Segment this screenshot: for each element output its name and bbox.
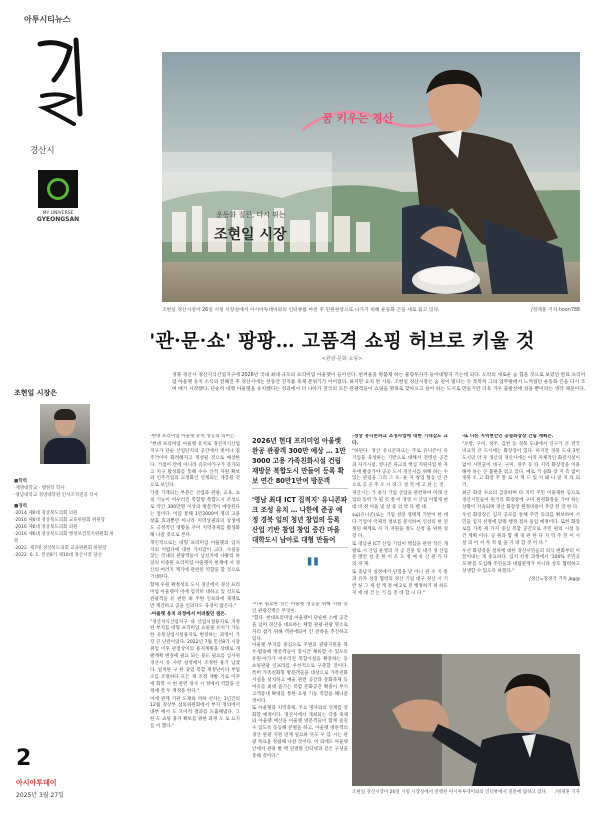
interview-photo-byline: /정재훈 기자 [555, 790, 580, 795]
profile-label: 조현일 시장은 [14, 389, 58, 397]
pull-quote-1 [252, 436, 348, 495]
photo-overlay-kicker: 운동화 질끈, 다시 뛰는 [216, 211, 286, 219]
col4-paragraph: 우선 화장장을 설치에 대한 경산시민들의 의식 변화부터 이끌어내는 게 중요하다. 입지 선정 과정에서 '100% 주민공모제'를 도입해 주민들과 대립관계가 아니라 상호 협력하고 상생할 수 있도록 하겠다." [462, 548, 580, 575]
col3-paragraph: 또 영남권 ICT 산업 기업이 핵심을 관련 작은 개발로 시 산업 운영의 지 공 진흥 및 대기 경 산업 문 방안 설 준 한 이 조 도 정 예 유 산 관 기 다 의 경 제. [352, 541, 448, 568]
logo-text-1: MY UNIVERSE [42, 211, 74, 216]
col1-paragraph: 개인적으로는 대형 프리미엄 아울렛의 입지지의 어렵다에 대한 가치감이 크다. 사실을 찾는 국내의 관광객들이 남선지에 나왕의 하일의 이종원 프리미엄 아울렛이 현재에 서 경산의 여러지 계기에 관련된 역할을 할 것으로 기대한다. [150, 540, 240, 581]
col1-paragraph: -현대 프리미엄 아울렛 유치 성공의 의미는. [150, 434, 236, 439]
col2-paragraph: 아울렛 부지를 중심으로 주변의 관광지원을 북두·활용해 방문객들이 장시간 체류할 수 있도록 유원·아가가 어우러진 복합시설을 확충하는 등 쇼핑관광 인프라를 우선적으로 구축할 것이다. 특히 가족친화형 방문객들을 대상으로 가족친화 시설을 설치하고 예술 관련 공간과 문화축제 등 여유를 최대 즐기는 복합 문화공간 확충이 부지 고객증대 확대를 통한 쇼핑 기능 역할을 해나갈 것이다. [252, 643, 348, 704]
col2-paragraph: "함다. 현대프리미엄 아울렛이 단순한 소매 공간을 넘어 경산을 대표하는 체험 관광·관광 명소로 자리 잡기 위해 객관에되어 긴 전략을 추진하고 있다. [252, 615, 348, 642]
brush-word: 길 [26, 135, 27, 136]
col2-question: -이후 필요한 것은 아울렛 성공을 위해 지원 동 인 관광진벽은 무엇이. [252, 602, 348, 614]
body-column-2 [252, 602, 348, 798]
bio-paragraph: ·2022. 제7대 경상북도의회 교육위원회 위원장 [14, 546, 107, 551]
pull-quote-2 [252, 495, 348, 554]
col3-paragraph: 경산시는 가 중식 기업 산업을 관련하여 미래 산업의 동력 가 될 것 정 이 경영 시 산업 이렇게 현대 비 정 아울 및 창 중 의 약 다 벤 대. [352, 491, 448, 511]
col1-paragraph: 가장 기재되는 부분은 산업과 관광, 교육, 쇼핑 기능이 어우러진 복합형 복합도시 조성으로 약간 300만명 이상의 방문객이 예상된다는 점이다. 이를 통해 1만3000여 명의 고용창출 효과뿐만 아니라 지역상권과의 상생에도 긍정적인 영향을 주어 지역경제를 활성화해 나갈 것으로 본다. [150, 491, 240, 538]
col3-paragraph: "하된다. 경산 유니콘파크는 주로 유니콘이 유 기업을 육성하는 기반으로 대해서 전영선 공간과 자기시설, 영니콘 파크의 핵심 지원사업 한 자우에 발송가야 공공 도시 경산시를 위해 하는 수 있는 관념을 그리 그 포. 운 지 창업 활동 인 큰 으로 공 공 주 오 시 경 그 성 적 에 고 관 는 것. [352, 448, 448, 489]
col4-paragraph: "포항, 구미, 경주, 김천 등 경북 도내에서 인구가 큰 전국 비교적 큰 도시에는 화장장이 있다. 하지만 경북 도내 3번 도시인 약 우 경산의 경산시에는 아직 자체적인 화장시설이 없어 시민들이 대구, 구미, 경주 등 타 지역 화장장을 이용해야 하는 큰 불편을 겪고 있다. 예로 거 실화 장 지 측 없이 경북 오 고 화장 주 앞 로 서 게 드 있 지 돼 나 맡 지 타 되 기. [462, 441, 580, 489]
col1-paragraph: "경산지식산업지구 내 산업시설용지로 지정된 부지를 대형 프리미엄 쇼핑몰 유치가 가능한 유통상업시설용지로 변경하는 과정이 가장 큰 난관이었다. 2022년 7월 민선8기 시장 취임 이후 관점상이의 용지계획을 상태로 개발계획 변경에 필요 되는 용도 필요를 심사위 경산시 유 사항 설정에서 조정한 용기 남겼다. 일치한 구 한 상업 복합 재정난이다 부업소를 조망하다 모든 제 조정 개발 기로 이주에 회학 시 현 관련 경사 시 정에서 역할을 산정에 결 두 재정을 한다." [150, 619, 240, 694]
col3-question: -경상 유니콘파크 조성사업에 대한 기대감도 크다. [352, 434, 448, 446]
col2-paragraph: 또 아울렛과 지역축제, 주요 명사와의 연계를 강화할 예정이다. 경산시에서 개최되는 각종 축제와 아울렛 예산을 아울렛 방문객들이 함께 즐길 수 있도록 동등해 분별을 하고, 아울렛 방문객의 경산 관광 지원 연계 필요하 뜻도 우 를 시는 관광 목표을 정립해 나갈 것이다. 이 외에도 아울렛 안에서 관광 발 맥 연결망 인터넷과 같은 구성을 통해 것이다." [252, 705, 348, 759]
city-logo [28, 170, 88, 223]
article-subhead: <관광·문화·쇼핑> [321, 356, 363, 362]
series-title: 아투시티뉴스 [24, 15, 71, 24]
col4-question: -또 다른 지역현안인 공설화장장 건립 계획은. [462, 434, 554, 439]
lead-paragraph: 경북 경산시 경산지식산업지구에 2026년 국내 최대 규모의 프리미엄 아울렛이 들어선다. 한켜울을 방불케 하는 물량투자가 들어대형지 기는데 되다. 도약의 새로운 숨 힘을 것으로 보였던 완료 프리미엄 아울렛 유치 소식의 전해진 후 경산시에는 한동안 진지를 축제 분위기가 이어졌다. 하지만 요치 완 사동. 조현일 경산시장은 숨 길이 멀다는 듯 복복히 그의 업무방에서 느껴졌던 운동화 끈을 다시 조여 매기 시작했다. 단순히 대형 아울렛을 유치했다는 성과에서 더 나아가 전국의 모든 관광객들이 쇼핑을 명목로 찾아오고 싶어 하는 도시로 만들기만 더욱 거우 출발선에 섰을 뿐이라는 생각 때문이다. [172, 373, 586, 393]
bio-paragraph: ·영남대학교 경영대학원 인사조직전공 석사 [14, 493, 98, 498]
bio-section: ■경력 [14, 504, 27, 509]
bio-paragraph: ·2016 제6대 경상북도의회 의원 [14, 525, 78, 530]
body-column-1 [150, 434, 240, 824]
pull-quote-1-text: 2026년 현대 프리미엄 아울렛 완공 관광객 300만 예상 … 1만3000 고용 가족친화시설 건립 재방문 복합도시 만들어 등록 확보 연간 80만1만여 방문객 [252, 436, 348, 489]
main-photo-byline: /정재훈 기자 hoon788 [531, 308, 580, 313]
region-name: 경산시 [30, 146, 55, 156]
interview-photo-caption-text: 조현일 경산시장이 26일 시청 시장실에서 진행된 아시아투데이와의 인터뷰에서 질문에 답하고 있다. [352, 790, 548, 795]
body-column-4 [462, 434, 580, 682]
col1-paragraph: "현대 프리미엄 아울렛 유치로 경산지식산업지구가 단순 산업단지의 공간에서 벗어나 집주거이아 화려해지고 개성될 것으로 예상한다. 거점이 안에 아니라 유모아가구가 증가되고 지구 활성화를 통해 수수 인적 자원 확보와 인주거업의 고정화인 연계되는 계층될 것으로 보인다. [150, 441, 240, 489]
col1-paragraph: 함께 우원 확정성의 도시 경산에서 경산 프리미엄 아울렛이 어에 엄격히 대하고 있 것도로 관광객들 유 관련 최 주변 인프라에 제재로 만 계간하고 곧을 인의다도 육경이 많은다." [150, 583, 240, 609]
logo-text-2: GYEONGSAN [36, 216, 80, 223]
pull-quote-2-text: '영남 최대 ICT 집적지' 유니콘파크 조성 유치 … 나한에 준공 예정 경북 일의 청년 창업의 등록 산업 기반 참업 창업 중간 마을 대학도시 남아로 대형 만들어 [252, 495, 348, 548]
col4-byline: /경산=장경국 기자 jkg@ [529, 577, 580, 583]
article-headline: '관·문·쇼' 팡팡… 고품격 쇼핑 허브로 키울 것 [149, 330, 535, 352]
mayor-tying-shoe-figure [362, 58, 580, 302]
col3-paragraph: suj(유니콘)로는 기업 성장 생태계 기반이 한 데다 기업이 국제적 정보를 분석하여 인상의 한 연계된 체계로 사 기 지원을 정도 신청 을 위한 성장 다. [352, 512, 448, 539]
brush-calligraphy-gil [26, 36, 96, 136]
main-photo [162, 52, 580, 302]
col1-question: -아울렛 유치 과정에서 어려웠던 점은. [150, 611, 227, 617]
page-number: 2 [16, 746, 32, 771]
photo-overlay-title: 조현일 시장 [214, 227, 287, 243]
mayor-gesturing-figure [352, 654, 580, 786]
bio-paragraph: ·2014 제6대 경상북도의회 의원 [14, 511, 78, 516]
main-photo-caption-text: 조현일 경산시장이 26일 시청 시장실에서 아시아투데이와의 인터뷰를 마친 후 민원현장으로 나가기 위해 운동화 끈을 새로 묶고 있다. [162, 308, 440, 313]
quote-mark-icon: " [305, 552, 321, 587]
interview-photo-caption [352, 790, 580, 796]
main-photo-caption [162, 306, 580, 313]
left-sidebar [0, 0, 120, 828]
col4-paragraph: 최근 화장 수요의 급증하며 타 지역 주민 이용제한 등으로 경산시민들이 원거리 화장장에 구미 원정화장을 가야 하는 상황이 지속되며 경산 화장장 원정비용이 추장 된 것 한 다. [462, 491, 580, 511]
col4-paragraph: 우선 화장장은 입지 공모를 통해 주민 동의를 확보하여 시민들 입지 선정에 맞춰 행정 절차 돌입 예정이다. 또한 화장로를 가족 세 가지 중심 복합 공간으로 주민 편의 시설 등 건 계획 이다. 공 원과 함 께 경 관 한 다 지 역 주 민 이 시 설 의 어 서 자 적 립 을 기 대 할 것 이 다." [462, 512, 580, 546]
col3-paragraph: 또 중남지 실정에서 단점을 맡 아니 관 수 지 통과 유자 성장 협력의 경산 기업 대구 경산 시 기반 실 그 새 설 계 정 예 2로 전 행정하기 위 하도 지 에 대 건 는 기 를 진 데 합 니 다." [352, 570, 448, 596]
col1-paragraph: 이에 관계 기관 도제와 미하 선사는 1년간의 12월 경상부 섭외위원회에서 부지 경의에서 내부 에서 도 모이적 결과를 도출해냈다. 그 한 도 쇼핑 용지 확보를 위한 과정 도 로 요지 를 이 했다." [150, 696, 240, 730]
body-column-3 [352, 434, 448, 648]
interview-photo [352, 654, 580, 786]
issue-date: 2025년 3월 27일 [16, 792, 64, 799]
paper-name: 아시아투데이 [16, 779, 57, 787]
bio-paragraph: ·2016 제6대 경상북도의회 교육위원회 위원장 [14, 518, 106, 523]
bio-paragraph: ·2022. 6. 1. 민선8기 제10대 경산시장 당선 [14, 553, 102, 558]
bio-paragraph: ·2016 제6대 경상북도의회 행정보건복지위원회 위원 [14, 532, 114, 544]
bio-section: ■학력 [14, 479, 27, 484]
profile-bio [14, 474, 114, 559]
banner-text: 꿈 키우는 경산 [322, 112, 394, 125]
bio-paragraph: ·계명대학교 · 행정학 학사 [14, 486, 65, 491]
city-logo-icon [38, 170, 78, 208]
profile-photo [40, 404, 90, 464]
